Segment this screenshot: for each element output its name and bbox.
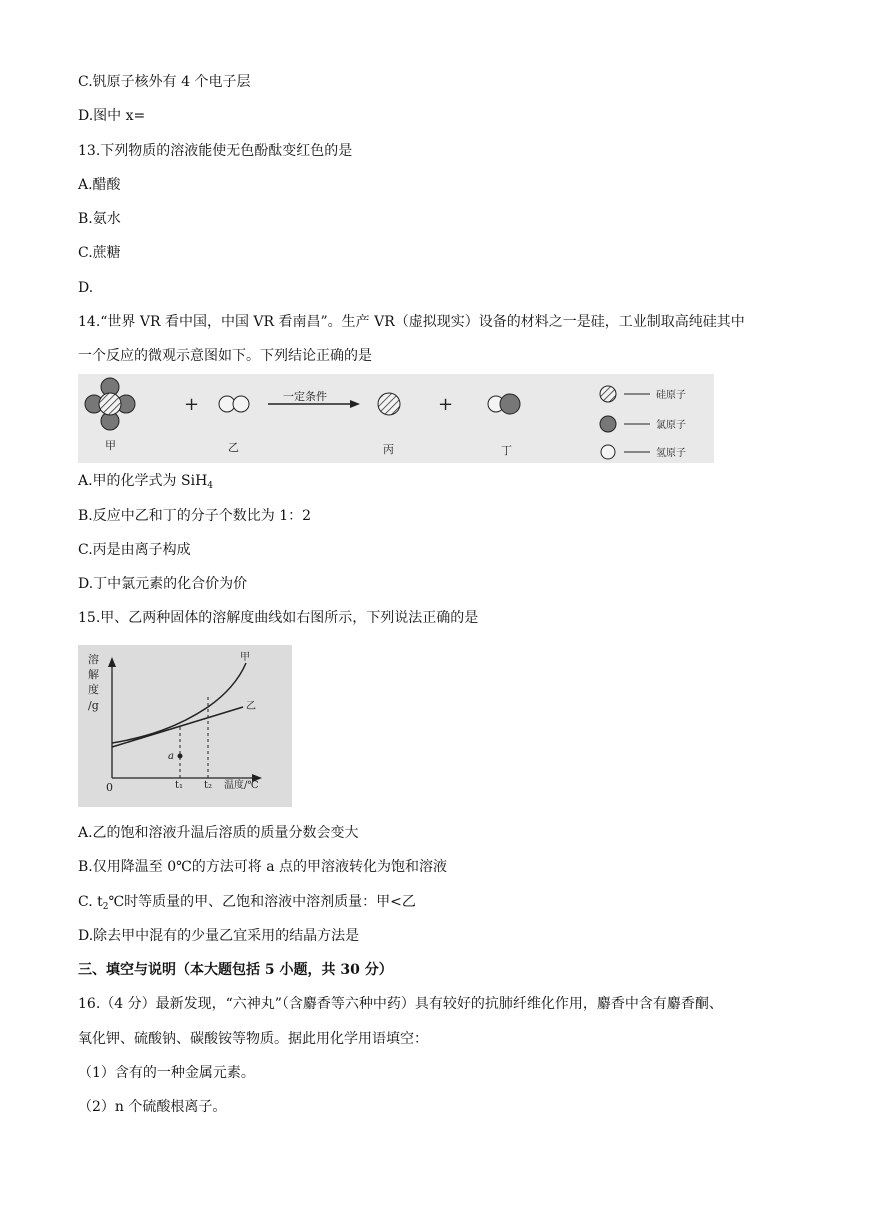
legend <box>600 386 686 459</box>
question-16-part1: （1）含有的一种金属元素。 <box>78 1065 255 1081</box>
option-14b: B.反应中乙和丁的分子个数比为 1：2 <box>78 508 312 524</box>
tick-t1: t₁ <box>175 780 184 791</box>
point-a <box>178 754 183 759</box>
option-14c: C.丙是由离子构成 <box>78 542 191 558</box>
option-15d: D.除去甲中混有的少量乙宜采用的结晶方法是 <box>78 928 360 944</box>
label-bing: 丙 <box>383 443 394 456</box>
molecule-jia <box>85 378 135 430</box>
option-13c: C.蔗糖 <box>78 245 121 261</box>
solubility-figure <box>78 645 292 807</box>
plus-sign-2: + <box>438 394 454 415</box>
question-16-line1: 16.（4 分）最新发现，“六神丸”（含麝香等六种中药）具有较好的抗肺纤维化作用，麝香中含有麝香酮、 <box>78 996 723 1012</box>
option-15a: A.乙的饱和溶液升温后溶质的质量分数会变大 <box>78 825 359 841</box>
option-15b: B.仅用降温至 0℃的方法可将 a 点的甲溶液转化为饱和溶液 <box>78 859 448 875</box>
ylabel-4: /g <box>88 699 99 712</box>
section-3-heading: 三、填空与说明（本大题包括 5 小题，共 30 分） <box>78 962 393 978</box>
option-12c: C.钒原子核外有 4 个电子层 <box>78 74 251 90</box>
point-a-label: a <box>168 751 174 762</box>
question-16-line2: 氧化钾、硫酸钠、碳酸铵等物质。据此用化学用语填空： <box>78 1031 428 1047</box>
series-label-yi: 乙 <box>246 701 256 712</box>
option-13b: B.氨水 <box>78 211 121 227</box>
option-14d: D.丁中氯元素的化合价为价 <box>78 576 248 592</box>
plus-sign-1: + <box>184 394 200 415</box>
question-16-part2: （2）n 个硫酸根离子。 <box>78 1099 227 1115</box>
legend-cl: 氯原子 <box>656 420 686 431</box>
ylabel-2: 解 <box>88 668 99 681</box>
question-14-line2: 一个反应的微观示意图如下。下列结论正确的是 <box>78 348 372 364</box>
reaction-condition: 一定条件 <box>283 390 327 403</box>
option-13d: D. <box>78 280 94 296</box>
ylabel-3: 度 <box>88 683 99 696</box>
curve-yi <box>112 707 243 747</box>
reaction-diagram <box>78 374 714 463</box>
question-15: 15.甲、乙两种固体的溶解度曲线如右图所示，下列说法正确的是 <box>78 610 479 626</box>
legend-h: 氢原子 <box>656 448 686 459</box>
option-15c: C. $t_2℃$时等质量的甲、乙饱和溶液中溶剂质量：甲<乙 <box>78 894 416 912</box>
question-13: 13.下列物质的溶液能使无色酚酞变红色的是 <box>78 143 353 159</box>
tick-t2: t₂ <box>204 780 213 791</box>
legend-si: 硅原子 <box>656 390 686 401</box>
molecule-yi <box>219 396 249 412</box>
molecule-ding <box>488 394 520 414</box>
option-13a: A.醋酸 <box>78 177 121 193</box>
label-yi: 乙 <box>228 441 239 454</box>
label-ding: 丁 <box>501 444 512 457</box>
ylabel-1: 溶 <box>88 653 99 666</box>
option-14a: A.甲的化学式为 SiH$_4$ <box>78 473 214 491</box>
series-label-jia: 甲 <box>240 652 250 663</box>
option-12d: D.图中 x= <box>78 108 146 124</box>
question-14-line1: 14.“世界 VR 看中国，中国 VR 看南昌”。生产 VR（虚拟现实）设备的材料之一是硅，工业制取高纯硅其中 <box>78 314 745 330</box>
curve-jia <box>112 663 246 743</box>
molecule-bing <box>378 393 400 415</box>
label-jia: 甲 <box>105 439 116 452</box>
origin-label: 0 <box>106 781 113 794</box>
xlabel: 温度/℃ <box>224 780 259 791</box>
